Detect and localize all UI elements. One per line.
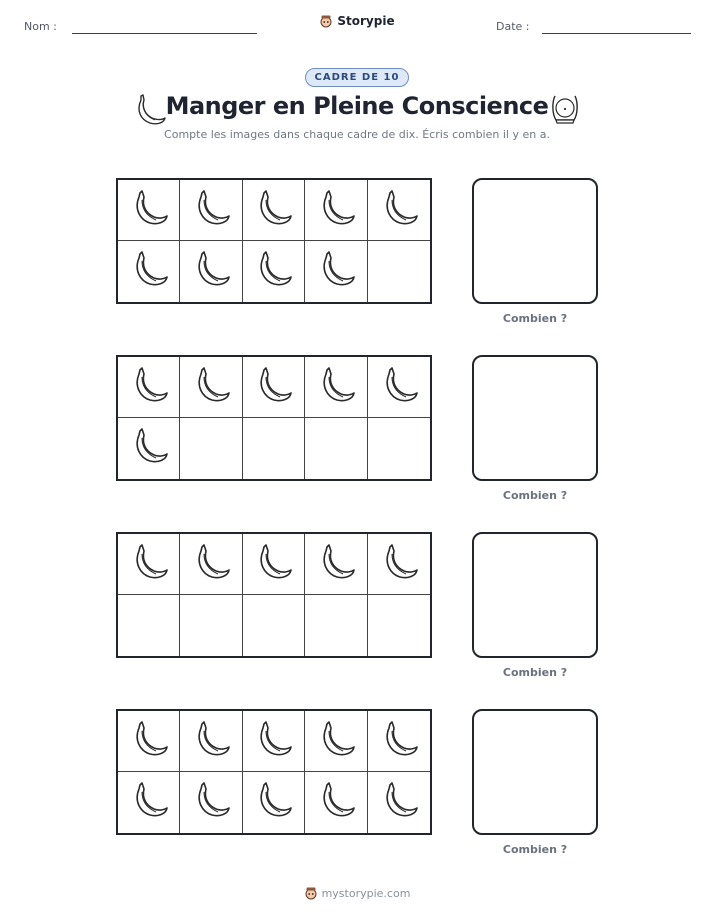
banana-icon [378, 718, 420, 765]
banana-icon [190, 248, 232, 295]
instructions: Compte les images dans chaque cadre de dix. Écris combien il y en a. [164, 128, 550, 141]
banana-icon [315, 718, 357, 765]
badge-wrap [0, 67, 714, 87]
worksheet-header [0, 14, 714, 44]
frame-cell [305, 357, 367, 418]
frame-cell [243, 357, 305, 418]
frame-cell [368, 418, 430, 479]
page-title: Manger en Pleine Conscience [165, 92, 549, 120]
frame-cell [180, 418, 242, 479]
answer-box[interactable] [472, 178, 598, 304]
title-row [0, 90, 714, 130]
banana-icon [252, 248, 294, 295]
frame-cell [368, 180, 430, 241]
frame-cell [305, 180, 367, 241]
name-field-line [72, 33, 257, 34]
answer-label: Combien ? [502, 843, 568, 856]
frame-cell [118, 418, 180, 479]
frame-cell [180, 357, 242, 418]
ten-frame [116, 709, 432, 835]
banana-icon [378, 187, 420, 234]
brand [0, 14, 714, 33]
banana-icon [190, 364, 232, 411]
footer [0, 886, 714, 905]
frame-cell [305, 418, 367, 479]
frame-cell [368, 357, 430, 418]
frame-cell [243, 772, 305, 833]
frame-cell [180, 772, 242, 833]
frame-cell [180, 241, 242, 302]
banana-icon [315, 248, 357, 295]
ten-frame [116, 355, 432, 481]
name-label: Nom : [24, 20, 57, 33]
frame-cell [305, 772, 367, 833]
frame-cell [305, 534, 367, 595]
ten-frame [116, 532, 432, 658]
frame-cell [243, 241, 305, 302]
banana-icon [378, 779, 420, 826]
frame-cell [368, 241, 430, 302]
category-badge: CADRE DE 10 [305, 68, 410, 87]
banana-icon [128, 187, 170, 234]
answer-box[interactable] [472, 355, 598, 481]
answer-label: Combien ? [502, 489, 568, 502]
frame-cell [243, 595, 305, 656]
banana-icon [252, 541, 294, 588]
banana-icon [128, 364, 170, 411]
banana-icon [128, 248, 170, 295]
banana-icon [190, 779, 232, 826]
banana-icon [252, 187, 294, 234]
answer-box[interactable] [472, 709, 598, 835]
banana-icon [252, 364, 294, 411]
banana-icon [190, 541, 232, 588]
ten-frame [116, 178, 432, 304]
banana-icon [190, 718, 232, 765]
answer-label: Combien ? [502, 666, 568, 679]
frame-cell [368, 534, 430, 595]
date-field-line [542, 33, 691, 34]
frame-cell [180, 180, 242, 241]
frame-cell [118, 180, 180, 241]
frame-cell [180, 534, 242, 595]
frame-cell [305, 595, 367, 656]
banana-icon [378, 364, 420, 411]
frame-cell [118, 241, 180, 302]
banana-icon [315, 779, 357, 826]
frame-cell [118, 711, 180, 772]
frame-cell [180, 595, 242, 656]
frame-cell [118, 772, 180, 833]
banana-icon [252, 718, 294, 765]
footer-url: mystorypie.com [321, 886, 411, 900]
banana-icon [128, 425, 170, 472]
banana-icon [128, 718, 170, 765]
frame-cell [368, 595, 430, 656]
frame-cell [305, 241, 367, 302]
mascot-icon [319, 14, 333, 28]
banana-icon [190, 187, 232, 234]
banana-icon [315, 541, 357, 588]
frame-cell [368, 772, 430, 833]
frame-cell [243, 711, 305, 772]
answer-box[interactable] [472, 532, 598, 658]
frame-cell [243, 180, 305, 241]
frame-cell [243, 418, 305, 479]
frame-cell [368, 711, 430, 772]
frame-cell [243, 534, 305, 595]
banana-icon [315, 364, 357, 411]
frame-cell [118, 595, 180, 656]
brand-name: Storypie [337, 14, 395, 28]
mascot-icon [304, 886, 318, 900]
frame-cell [305, 711, 367, 772]
banana-icon [252, 779, 294, 826]
banana-icon [128, 541, 170, 588]
frame-cell [118, 534, 180, 595]
belly-icon [548, 92, 582, 131]
banana-icon [378, 541, 420, 588]
frame-cell [118, 357, 180, 418]
date-label: Date : [496, 20, 530, 33]
answer-label: Combien ? [502, 312, 568, 325]
frame-cell [180, 711, 242, 772]
banana-icon [315, 187, 357, 234]
banana-icon [128, 779, 170, 826]
